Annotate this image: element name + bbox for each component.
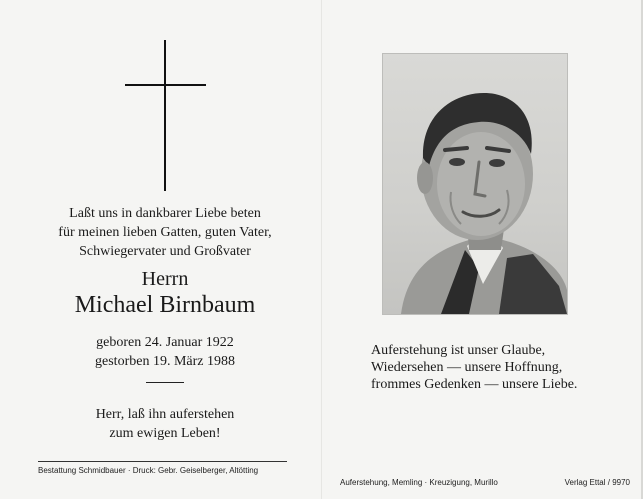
cross-vertical-bar xyxy=(164,40,166,191)
cross-horizontal-bar xyxy=(125,84,206,86)
quote-line: Auferstehung ist unser Glaube, xyxy=(371,343,546,358)
intro-line: für meinen lieben Gatten, guten Vater, xyxy=(58,225,272,240)
prayer-line: zum ewigen Leben! xyxy=(109,426,221,441)
salutation: Herrn xyxy=(141,268,189,290)
deceased-name: Michael Birnbaum xyxy=(74,292,256,318)
quote-line: Wiedersehen — unsere Hoffnung, xyxy=(371,360,563,375)
portrait-photo xyxy=(382,53,568,315)
death-date: gestorben 19. März 1988 xyxy=(95,354,235,369)
publisher-credit: Verlag Ettal / 9970 xyxy=(564,478,630,487)
prayer-line: Herr, laß ihn auferstehen xyxy=(95,407,235,422)
artwork-imprint xyxy=(340,478,636,487)
birth-date: geboren 24. Januar 1922 xyxy=(96,335,234,350)
divider xyxy=(146,382,184,383)
life-dates xyxy=(0,333,330,371)
intro-line: Schwiegervater und Großvater xyxy=(79,244,251,259)
artwork-credit: Auferstehung, Memling · Kreuzigung, Murillo xyxy=(340,478,498,487)
quote-line: frommes Gedenken — unsere Liebe. xyxy=(371,377,578,392)
printer-imprint: Bestattung Schmidbauer · Druck: Gebr. Geiselberger, Altötting xyxy=(38,466,259,475)
imprint-rule xyxy=(38,461,287,462)
prayer-text xyxy=(0,405,330,443)
portrait-illustration xyxy=(383,54,567,314)
memorial-quote xyxy=(371,342,621,393)
intro-line: Laßt uns in dankbarer Liebe beten xyxy=(69,206,261,221)
intro-text xyxy=(0,204,330,261)
